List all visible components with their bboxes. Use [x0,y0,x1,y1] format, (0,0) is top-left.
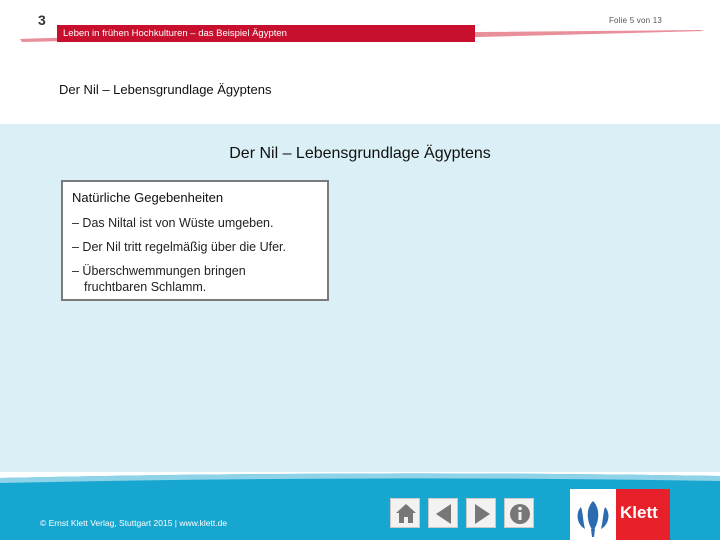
klett-logo-text: Klett [620,503,658,522]
previous-icon [429,499,459,529]
info-icon [505,499,535,529]
chapter-number: 3 [38,12,46,28]
list-item-text: – Das Niltal ist von Wüste umgeben. [72,216,274,230]
next-icon [467,499,497,529]
copyright-text: © Ernst Klett Verlag, Stuttgart 2015 | www.klett.de [40,518,228,528]
list-item [72,239,286,255]
klett-clover-icon [573,495,613,537]
list-item [72,263,246,295]
previous-button[interactable] [428,498,458,528]
home-button[interactable] [390,498,420,528]
chapter-title: Leben in frühen Hochkulturen – das Beispiel Ägypten [63,28,287,39]
list-item-text: – Überschwemmungen bringen [72,264,246,278]
klett-logo-tile [616,489,670,540]
list-item-text-continued: fruchtbaren Schlamm. [84,280,207,294]
home-icon [391,499,421,529]
content-area [0,124,720,472]
info-button[interactable] [504,498,534,528]
slide-heading: Der Nil – Lebensgrundlage Ägyptens [59,82,272,97]
content-title: Der Nil – Lebensgrundlage Ägyptens [229,145,491,162]
list-item-text: – Der Nil tritt regelmäßig über die Ufer. [72,240,286,254]
info-box-heading: Natürliche Gegebenheiten [72,190,224,205]
chapter-title-band [57,25,475,42]
info-box [61,180,329,301]
slide-counter: Folie 5 von 13 [608,16,662,25]
next-button[interactable] [466,498,496,528]
footer [0,472,720,540]
klett-logo [570,489,670,540]
list-item [72,215,273,231]
